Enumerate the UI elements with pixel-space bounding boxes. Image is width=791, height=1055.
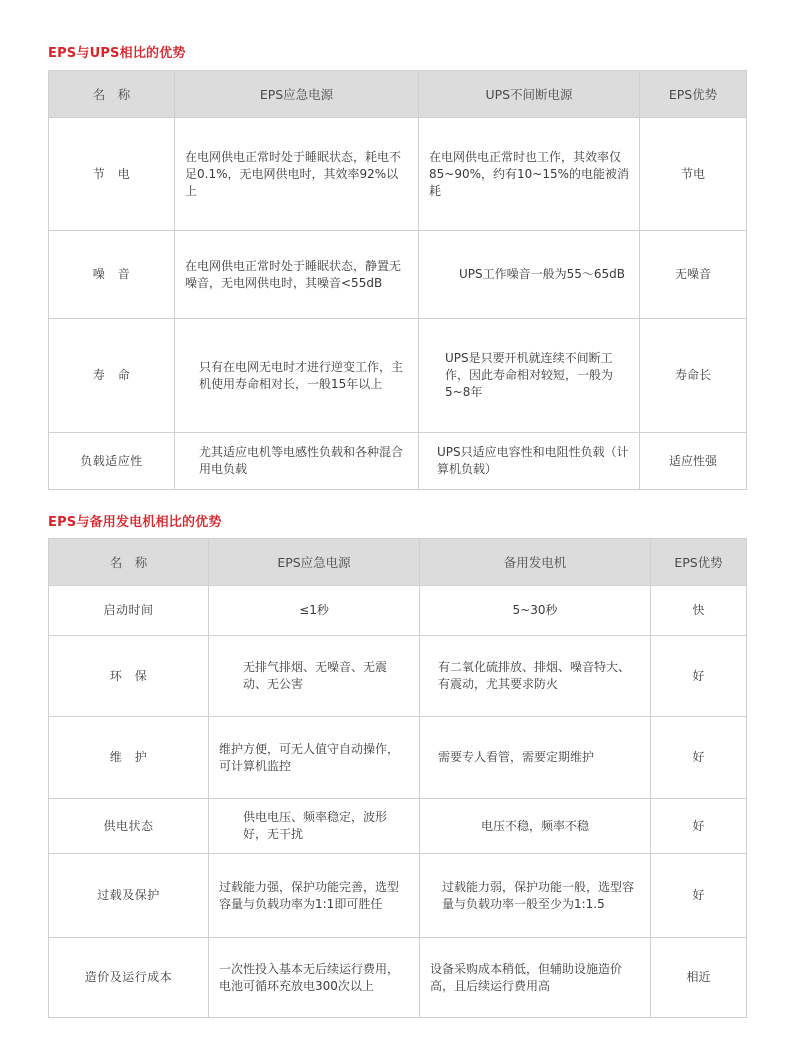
table-row	[49, 854, 747, 938]
row-other: 过载能力弱，保护功能一般，选型容量与负载功率一般至少为1:1.5	[420, 854, 651, 938]
row-eps: 在电网供电正常时处于睡眠状态，耗电不足0.1%，无电网供电时，其效率92%以上	[175, 118, 419, 231]
table-row	[49, 717, 747, 799]
row-other: 需要专人看管，需要定期维护	[420, 717, 651, 799]
row-name: 节 电	[49, 118, 175, 231]
row-name: 噪 音	[49, 231, 175, 319]
header-eps: EPS应急电源	[175, 71, 419, 118]
row-name: 环 保	[49, 636, 209, 717]
header-advantage: EPS优势	[640, 71, 747, 118]
eps-vs-ups-table	[48, 70, 747, 490]
row-other: UPS工作噪音一般为55〜65dB	[419, 231, 640, 319]
row-advantage: 相近	[651, 938, 747, 1018]
row-eps: 在电网供电正常时处于睡眠状态，静置无噪音，无电网供电时，其噪音<55dB	[175, 231, 419, 319]
row-eps: 无排气排烟、无噪音、无震动、无公害	[209, 636, 420, 717]
eps-vs-generator-table	[48, 538, 747, 1018]
row-eps: ≤1秒	[209, 586, 420, 636]
row-advantage: 适应性强	[640, 433, 747, 490]
row-other: 有二氧化硫排放、排烟、噪音特大、有震动，尤其要求防火	[420, 636, 651, 717]
header-name: 名 称	[49, 539, 209, 586]
row-name: 供电状态	[49, 799, 209, 854]
row-other: 设备采购成本稍低，但辅助设施造价高，且后续运行费用高	[420, 938, 651, 1018]
table-row	[49, 636, 747, 717]
section-title-eps-vs-generator: EPS与备用发电机相比的优势	[48, 515, 222, 530]
row-name: 寿 命	[49, 319, 175, 433]
header-name: 名 称	[49, 71, 175, 118]
row-other: UPS是只要开机就连续不间断工作，因此寿命相对较短，一般为5~8年	[419, 319, 640, 433]
row-eps: 尤其适应电机等电感性负载和各种混合用电负载	[175, 433, 419, 490]
row-advantage: 好	[651, 717, 747, 799]
table-header-row	[49, 539, 747, 586]
row-other: 5~30秒	[420, 586, 651, 636]
header-advantage: EPS优势	[651, 539, 747, 586]
row-other: 在电网供电正常时也工作，其效率仅85~90%，约有10~15%的电能被消耗	[419, 118, 640, 231]
row-eps: 供电电压、频率稳定，波形好，无干扰	[209, 799, 420, 854]
row-name: 启动时间	[49, 586, 209, 636]
row-name: 维 护	[49, 717, 209, 799]
row-advantage: 好	[651, 799, 747, 854]
row-advantage: 节电	[640, 118, 747, 231]
table-row	[49, 231, 747, 319]
row-eps: 维护方便，可无人值守自动操作，可计算机监控	[209, 717, 420, 799]
row-eps: 只有在电网无电时才进行逆变工作，主机使用寿命相对长，一般15年以上	[175, 319, 419, 433]
table-row	[49, 938, 747, 1018]
row-eps: 一次性投入基本无后续运行费用，电池可循环充放电300次以上	[209, 938, 420, 1018]
section-title-eps-vs-ups: EPS与UPS相比的优势	[48, 46, 186, 61]
table-header-row	[49, 71, 747, 118]
row-advantage: 无噪音	[640, 231, 747, 319]
table-row	[49, 433, 747, 490]
table-row	[49, 118, 747, 231]
row-advantage: 好	[651, 854, 747, 938]
table-row	[49, 799, 747, 854]
header-ups: UPS不间断电源	[419, 71, 640, 118]
table-row	[49, 586, 747, 636]
table-row	[49, 319, 747, 433]
row-advantage: 好	[651, 636, 747, 717]
row-name: 过载及保护	[49, 854, 209, 938]
header-eps: EPS应急电源	[209, 539, 420, 586]
row-advantage: 快	[651, 586, 747, 636]
row-name: 造价及运行成本	[49, 938, 209, 1018]
row-name: 负载适应性	[49, 433, 175, 490]
row-other: 电压不稳，频率不稳	[420, 799, 651, 854]
header-generator: 备用发电机	[420, 539, 651, 586]
row-eps: 过载能力强，保护功能完善，选型容量与负载功率为1:1即可胜任	[209, 854, 420, 938]
row-other: UPS只适应电容性和电阻性负载（计算机负载）	[419, 433, 640, 490]
row-advantage: 寿命长	[640, 319, 747, 433]
